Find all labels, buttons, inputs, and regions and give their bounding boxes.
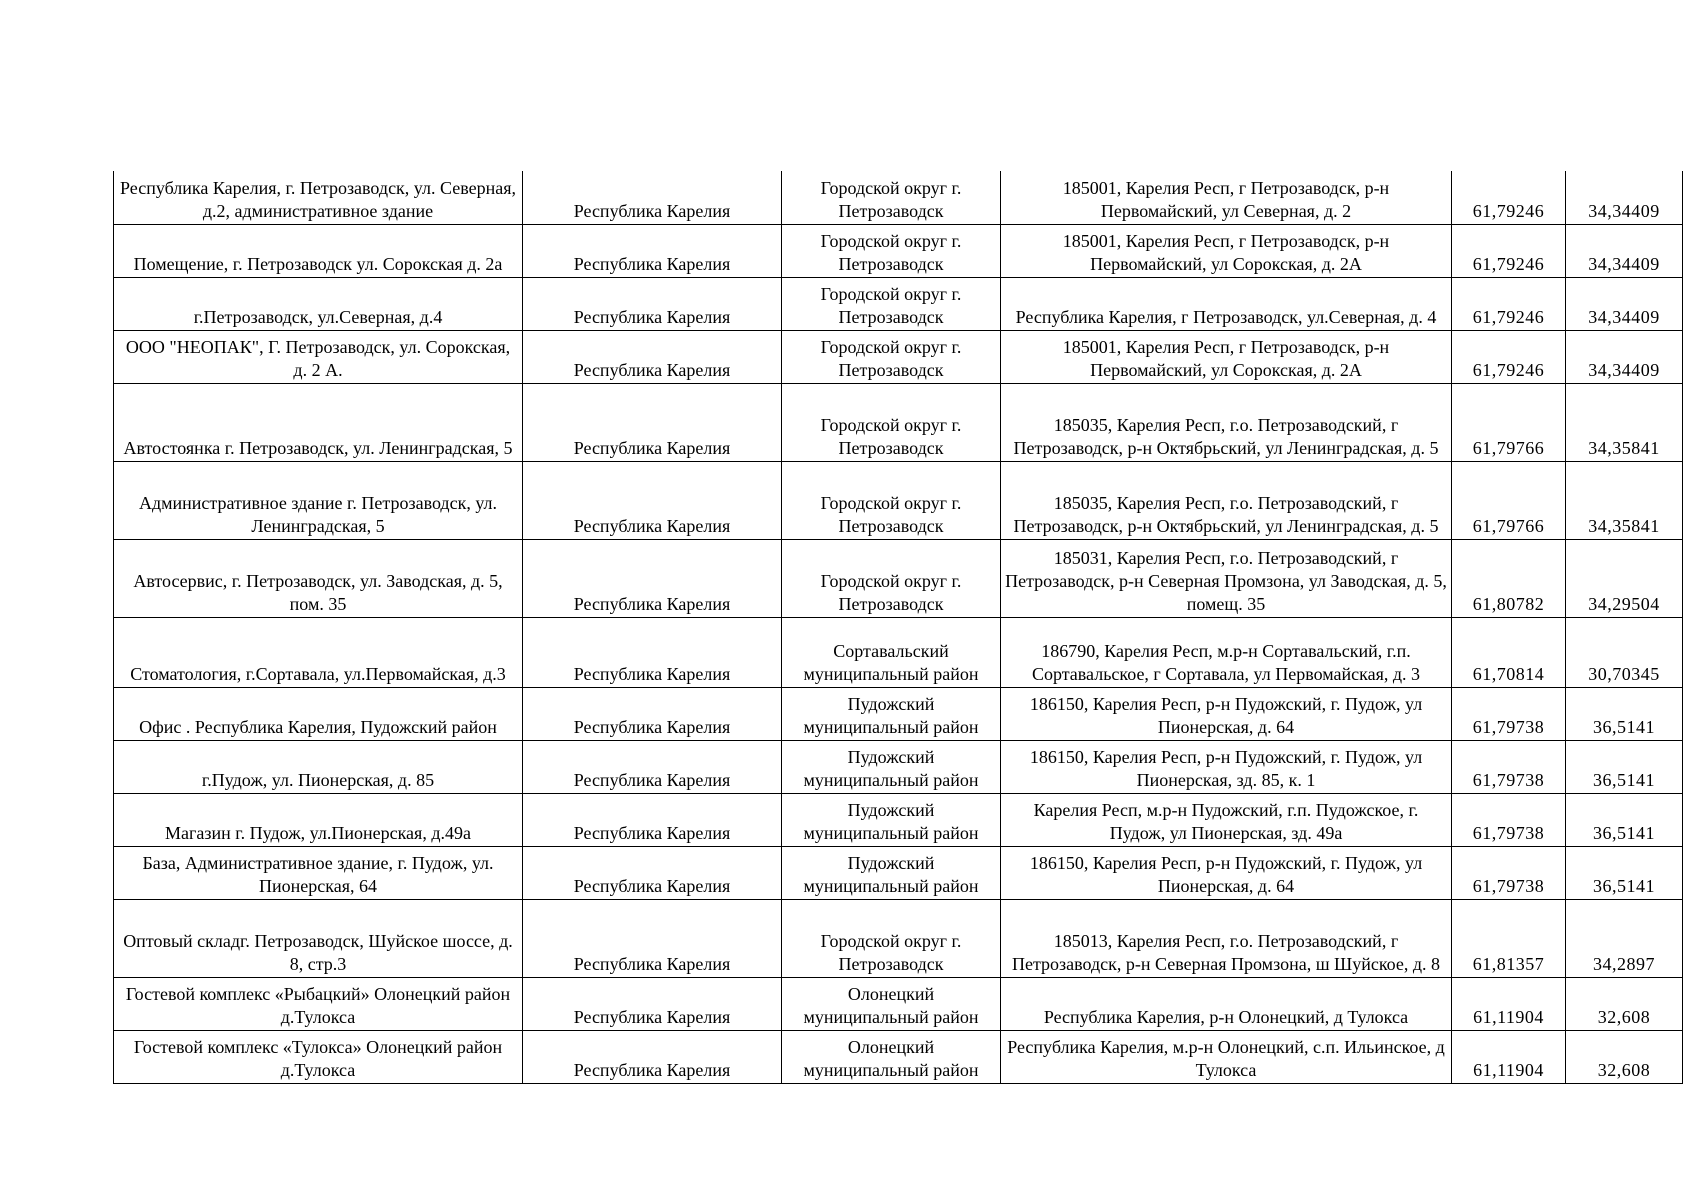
address-cell: 185013, Карелия Респ, г.о. Петрозаводский, г Петрозаводск, р-н Северная Промзона, ш Шуйское, д. 8 [1001, 899, 1452, 977]
municipality-cell: Пудожский муниципальный район [782, 793, 1001, 846]
region-cell: Республика Карелия [523, 383, 782, 461]
address-cell: 185031, Карелия Респ, г.о. Петрозаводский, г Петрозаводск, р-н Северная Промзона, ул Заводская, д. 5, помещ. 35 [1001, 539, 1452, 617]
table-row [114, 383, 1683, 461]
object-name-cell: Оптовый складг. Петрозаводск, Шуйское шоссе, д. 8, стр.3 [114, 899, 523, 977]
table-row [114, 224, 1683, 277]
region-cell: Республика Карелия [523, 224, 782, 277]
table-row [114, 617, 1683, 687]
municipality-cell: Пудожский муниципальный район [782, 687, 1001, 740]
address-cell: Республика Карелия, р-н Олонецкий, д Тулокса [1001, 977, 1452, 1030]
longitude-cell: 32,608 [1566, 1030, 1683, 1083]
municipality-cell: Олонецкий муниципальный район [782, 977, 1001, 1030]
address-cell: 185035, Карелия Респ, г.о. Петрозаводский, г Петрозаводск, р-н Октябрьский, ул Ленинградская, д. 5 [1001, 461, 1452, 539]
address-cell: Республика Карелия, м.р-н Олонецкий, с.п. Ильинское, д Тулокса [1001, 1030, 1452, 1083]
address-cell: 186150, Карелия Респ, р-н Пудожский, г. Пудож, ул Пионерская, зд. 85, к. 1 [1001, 740, 1452, 793]
table-row [114, 330, 1683, 383]
object-name-cell: Автостоянка г. Петрозаводск, ул. Ленинградская, 5 [114, 383, 523, 461]
longitude-cell: 34,34409 [1566, 171, 1683, 224]
region-cell: Республика Карелия [523, 687, 782, 740]
longitude-cell: 34,34409 [1566, 277, 1683, 330]
object-name-cell: г.Петрозаводск, ул.Северная, д.4 [114, 277, 523, 330]
longitude-cell: 36,5141 [1566, 793, 1683, 846]
longitude-cell: 34,2897 [1566, 899, 1683, 977]
longitude-cell: 36,5141 [1566, 846, 1683, 899]
region-cell: Республика Карелия [523, 539, 782, 617]
region-cell: Республика Карелия [523, 1030, 782, 1083]
object-name-cell: ООО "НЕОПАК", Г. Петрозаводск, ул. Сорокская, д. 2 А. [114, 330, 523, 383]
latitude-cell: 61,79246 [1452, 277, 1566, 330]
address-cell: 186150, Карелия Респ, р-н Пудожский, г. Пудож, ул Пионерская, д. 64 [1001, 846, 1452, 899]
municipality-cell: Городской округ г. Петрозаводск [782, 277, 1001, 330]
region-cell: Республика Карелия [523, 899, 782, 977]
longitude-cell: 34,29504 [1566, 539, 1683, 617]
municipality-cell: Городской округ г. Петрозаводск [782, 383, 1001, 461]
municipality-cell: Городской округ г. Петрозаводск [782, 224, 1001, 277]
address-cell: Карелия Респ, м.р-н Пудожский, г.п. Пудожское, г. Пудож, ул Пионерская, зд. 49а [1001, 793, 1452, 846]
address-cell: 185001, Карелия Респ, г Петрозаводск, р-н Первомайский, ул Сорокская, д. 2А [1001, 224, 1452, 277]
region-cell: Республика Карелия [523, 617, 782, 687]
table-row [114, 277, 1683, 330]
address-cell: 186150, Карелия Респ, р-н Пудожский, г. Пудож, ул Пионерская, д. 64 [1001, 687, 1452, 740]
longitude-cell: 34,34409 [1566, 330, 1683, 383]
object-name-cell: г.Пудож, ул. Пионерская, д. 85 [114, 740, 523, 793]
table-row [114, 461, 1683, 539]
latitude-cell: 61,79246 [1452, 330, 1566, 383]
latitude-cell: 61,79738 [1452, 846, 1566, 899]
longitude-cell: 36,5141 [1566, 740, 1683, 793]
latitude-cell: 61,79766 [1452, 383, 1566, 461]
object-name-cell: Республика Карелия, г. Петрозаводск, ул. Северная, д.2, административное здание [114, 171, 523, 224]
table-row [114, 1030, 1683, 1083]
table-row [114, 793, 1683, 846]
region-cell: Республика Карелия [523, 793, 782, 846]
municipality-cell: Олонецкий муниципальный район [782, 1030, 1001, 1083]
longitude-cell: 34,35841 [1566, 383, 1683, 461]
region-cell: Республика Карелия [523, 740, 782, 793]
municipality-cell: Городской округ г. Петрозаводск [782, 461, 1001, 539]
longitude-cell: 36,5141 [1566, 687, 1683, 740]
longitude-cell: 34,34409 [1566, 224, 1683, 277]
address-cell: 185035, Карелия Респ, г.о. Петрозаводский, г Петрозаводск, р-н Октябрьский, ул Ленинградская, д. 5 [1001, 383, 1452, 461]
object-name-cell: База, Административное здание, г. Пудож, ул. Пионерская, 64 [114, 846, 523, 899]
municipality-cell: Городской округ г. Петрозаводск [782, 899, 1001, 977]
table-row [114, 846, 1683, 899]
latitude-cell: 61,79246 [1452, 171, 1566, 224]
table-row [114, 539, 1683, 617]
object-name-cell: Стоматология, г.Сортавала, ул.Первомайская, д.3 [114, 617, 523, 687]
latitude-cell: 61,79766 [1452, 461, 1566, 539]
object-name-cell: Помещение, г. Петрозаводск ул. Сорокская д. 2а [114, 224, 523, 277]
region-cell: Республика Карелия [523, 330, 782, 383]
table-row [114, 977, 1683, 1030]
object-name-cell: Административное здание г. Петрозаводск, ул. Ленинградская, 5 [114, 461, 523, 539]
table-row [114, 171, 1683, 224]
region-cell: Республика Карелия [523, 846, 782, 899]
municipality-cell: Городской округ г. Петрозаводск [782, 539, 1001, 617]
latitude-cell: 61,79738 [1452, 687, 1566, 740]
latitude-cell: 61,70814 [1452, 617, 1566, 687]
table-row [114, 687, 1683, 740]
object-name-cell: Гостевой комплекс «Рыбацкий» Олонецкий район д.Тулокса [114, 977, 523, 1030]
municipality-cell: Пудожский муниципальный район [782, 740, 1001, 793]
longitude-cell: 32,608 [1566, 977, 1683, 1030]
address-cell: 185001, Карелия Респ, г Петрозаводск, р-н Первомайский, ул Сорокская, д. 2А [1001, 330, 1452, 383]
object-name-cell: Автосервис, г. Петрозаводск, ул. Заводская, д. 5, пом. 35 [114, 539, 523, 617]
region-cell: Республика Карелия [523, 171, 782, 224]
municipality-cell: Сортавальский муниципальный район [782, 617, 1001, 687]
region-cell: Республика Карелия [523, 277, 782, 330]
objects-table [113, 171, 1683, 1084]
latitude-cell: 61,79738 [1452, 740, 1566, 793]
table-row [114, 899, 1683, 977]
longitude-cell: 34,35841 [1566, 461, 1683, 539]
latitude-cell: 61,11904 [1452, 977, 1566, 1030]
object-name-cell: Офис . Республика Карелия, Пудожский район [114, 687, 523, 740]
region-cell: Республика Карелия [523, 977, 782, 1030]
longitude-cell: 30,70345 [1566, 617, 1683, 687]
latitude-cell: 61,81357 [1452, 899, 1566, 977]
address-cell: Республика Карелия, г Петрозаводск, ул.Северная, д. 4 [1001, 277, 1452, 330]
latitude-cell: 61,11904 [1452, 1030, 1566, 1083]
region-cell: Республика Карелия [523, 461, 782, 539]
table-row [114, 740, 1683, 793]
address-cell: 185001, Карелия Респ, г Петрозаводск, р-н Первомайский, ул Северная, д. 2 [1001, 171, 1452, 224]
object-name-cell: Гостевой комплекс «Тулокса» Олонецкий район д.Тулокса [114, 1030, 523, 1083]
address-cell: 186790, Карелия Респ, м.р-н Сортавальский, г.п. Сортавальское, г Сортавала, ул Первомайская, д. 3 [1001, 617, 1452, 687]
municipality-cell: Пудожский муниципальный район [782, 846, 1001, 899]
latitude-cell: 61,79246 [1452, 224, 1566, 277]
municipality-cell: Городской округ г. Петрозаводск [782, 171, 1001, 224]
latitude-cell: 61,80782 [1452, 539, 1566, 617]
object-name-cell: Магазин г. Пудож, ул.Пионерская, д.49а [114, 793, 523, 846]
municipality-cell: Городской округ г. Петрозаводск [782, 330, 1001, 383]
latitude-cell: 61,79738 [1452, 793, 1566, 846]
